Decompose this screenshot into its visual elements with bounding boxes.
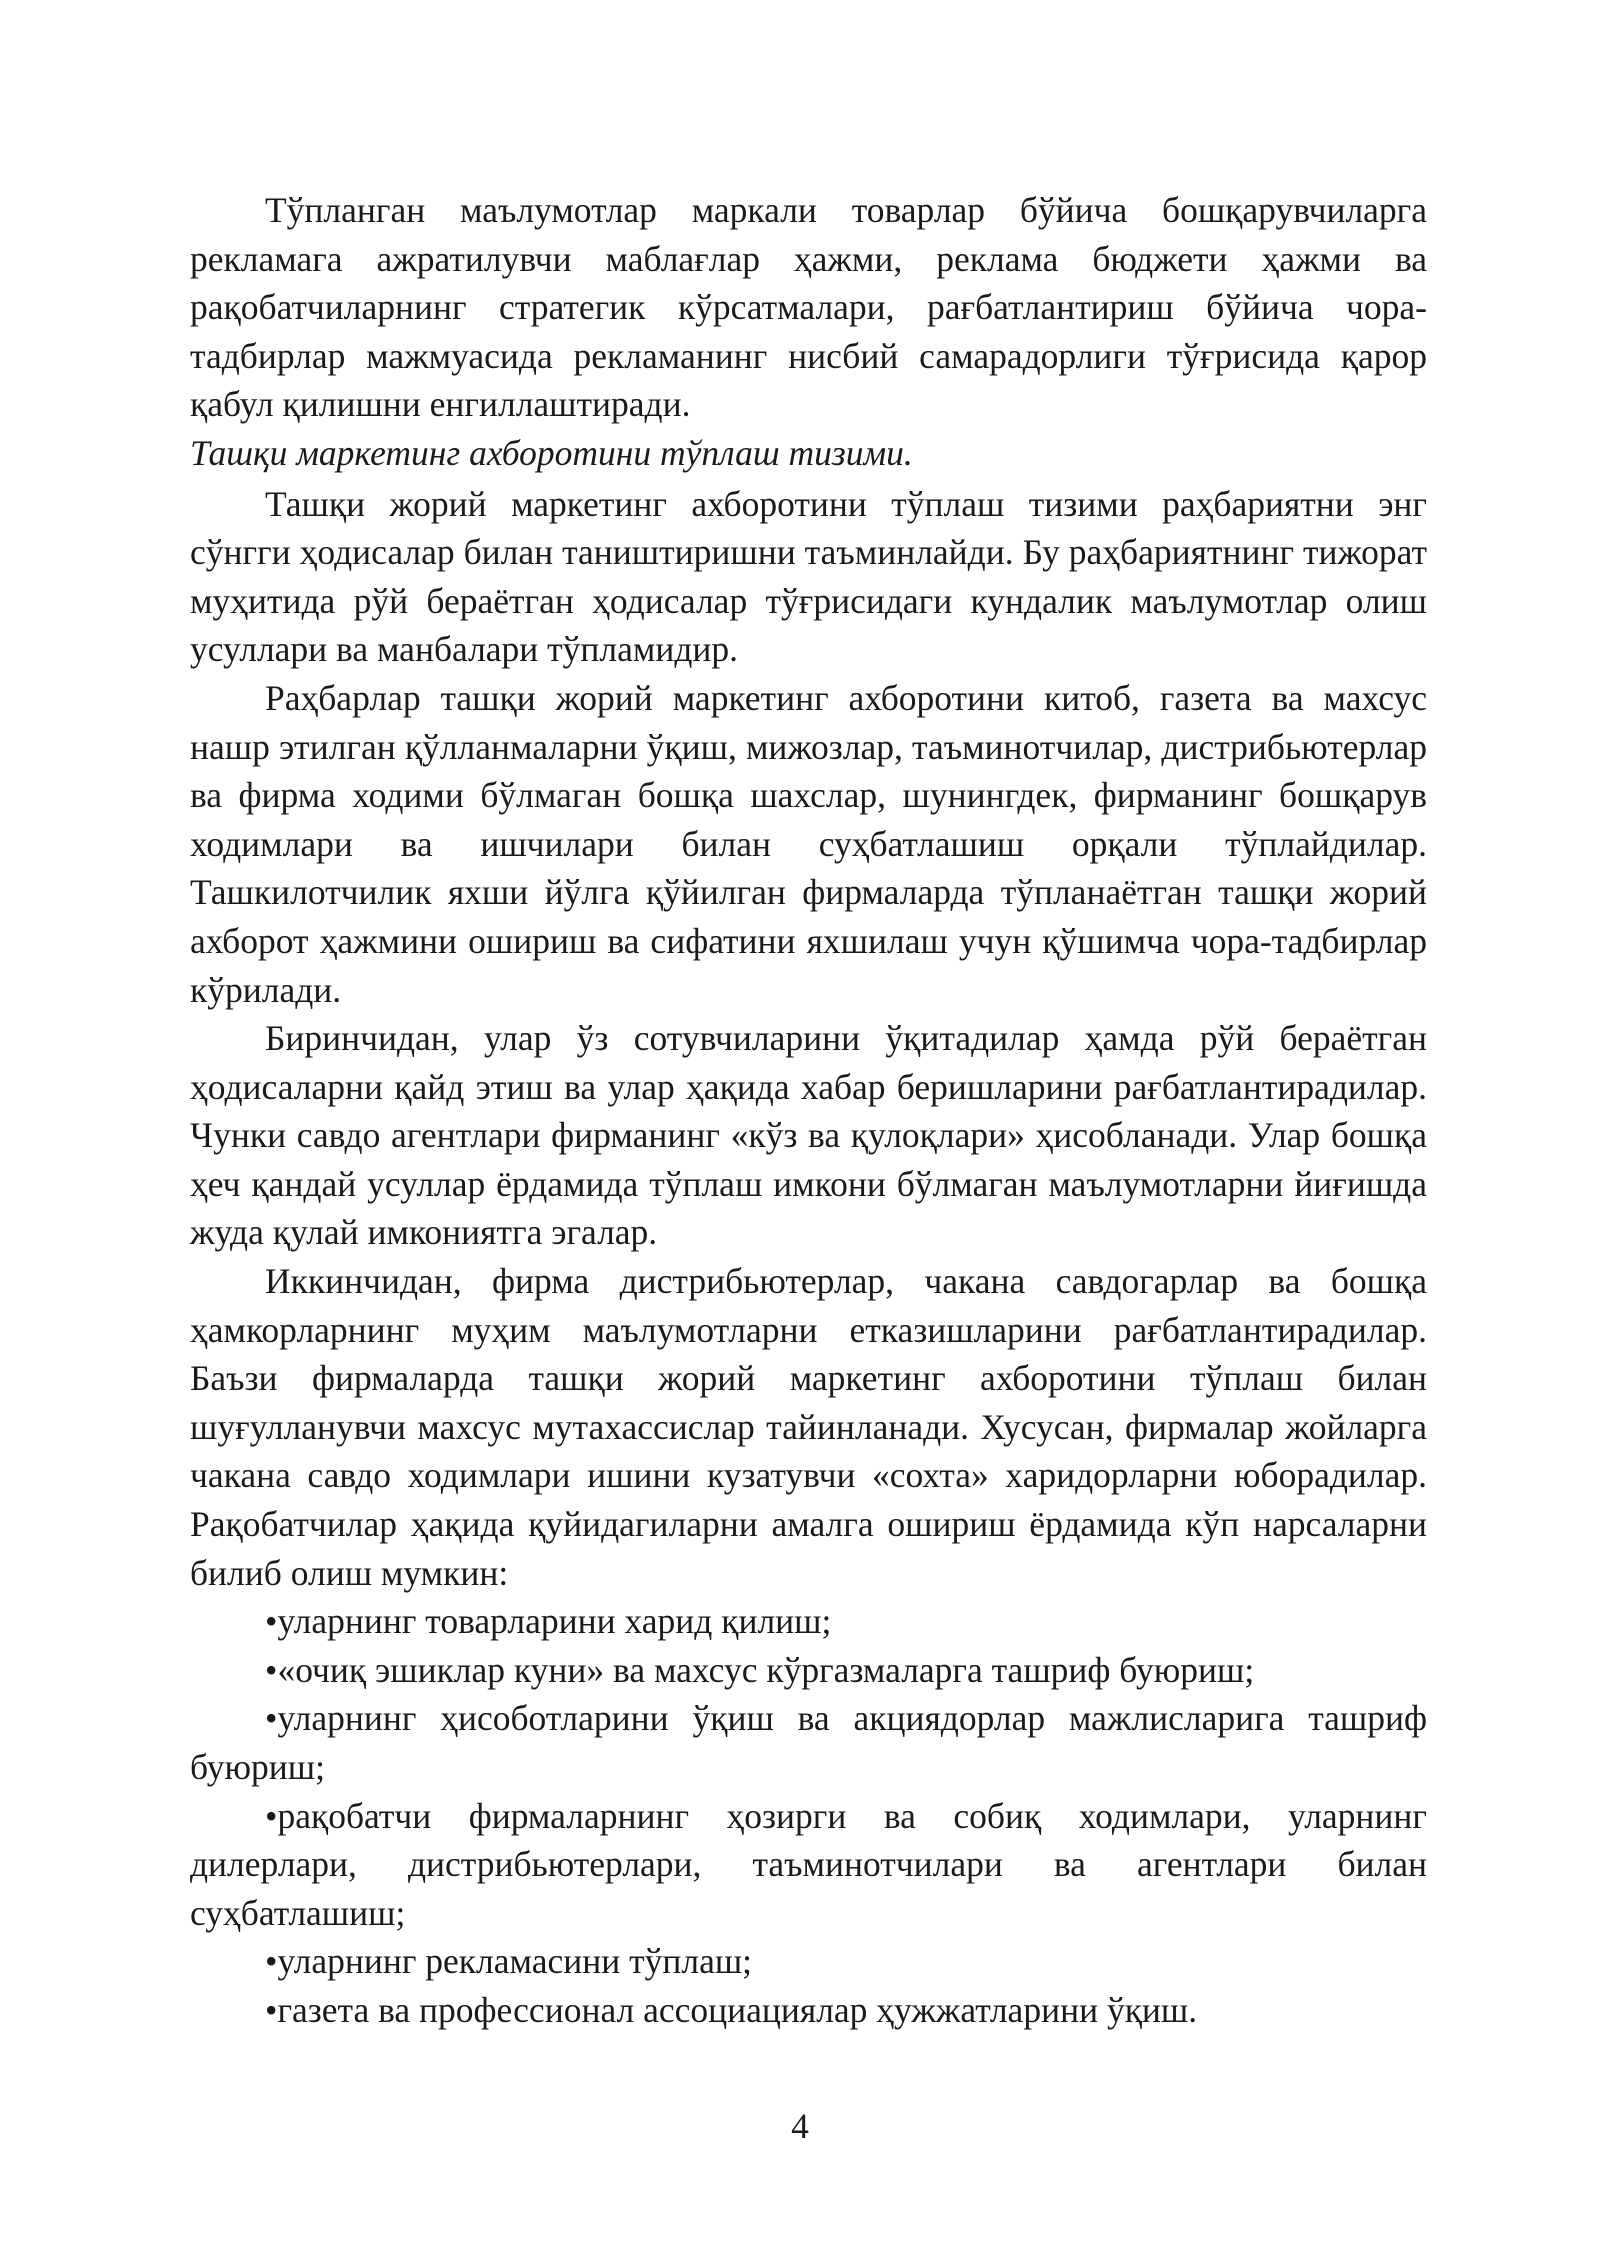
bullet-symbol: • bbox=[265, 1601, 278, 1642]
body-paragraph-4: Иккинчидан, фирма дистрибьютерлар, чакана савдогарлар ва бошқа ҳамкорларнинг муҳим маълумотларни етказишларини рағбатлантирадилар. Баъзи фирмаларда ташқи жорий маркетинг ахборотини тўплаш билан шуғулланувчи махсус мутахассислар тайинланади. Хусусан, фирмалар жойларга чакана савдо ходимлари ишини кузатувчи «сохта» харидорларни юборадилар. Рақобатчилар ҳақида қуйидагиларни амалга ошириш ёрдамида кўп нарсаларни билиб олиш мумкин: bbox=[190, 1261, 1427, 1593]
bullet-item-4 bbox=[190, 1792, 1427, 1938]
bullet-item-6 bbox=[190, 1986, 1427, 2035]
bullet-text: уларнинг рекламасини тўплаш; bbox=[277, 1941, 753, 1982]
bullet-text: газета ва профессионал ассоциациялар ҳужжатларини ўқиш. bbox=[277, 1989, 1198, 2030]
document-page bbox=[190, 186, 1427, 2035]
bullet-item-5 bbox=[190, 1937, 1427, 1986]
bullet-symbol: • bbox=[265, 1698, 278, 1739]
bullet-symbol: • bbox=[265, 1649, 278, 1690]
bullet-text: уларнинг ҳисоботларини ўқиш ва акциядорлар мажлисларига ташриф буюриш; bbox=[190, 1698, 1427, 1787]
bullet-symbol: • bbox=[265, 1795, 278, 1836]
intro-paragraph: Тўпланган маълумотлар маркали товарлар бўйича бошқарувчиларга рекламага ажратилувчи маблағлар ҳажми, реклама бюджети ҳажми ва рақобатчиларнинг стратегик кўрсатмалари, рағбатлантириш бўйича чора-тадбирлар мажмуасида рекламанинг нисбий самарадорлиги тўғрисида қарор қабул қилишни енгиллаштиради. bbox=[190, 190, 1427, 425]
bullet-text: рақобатчи фирмаларнинг ҳозирги ва собиқ ходимлари, уларнинг дилерлари, дистрибьютерлари, таъминотчилари ва агентлари билан суҳбатлашиш; bbox=[190, 1795, 1427, 1933]
bullet-text: «очиқ эшиклар куни» ва махсус кўргазмаларга ташриф буюриш; bbox=[277, 1649, 1255, 1690]
bullet-symbol: • bbox=[265, 1941, 278, 1982]
bullet-item-3 bbox=[190, 1694, 1427, 1791]
section-heading: Ташқи маркетинг ахборотини тўплаш тизими. bbox=[190, 432, 913, 473]
bullet-text: уларнинг товарларини харид қилиш; bbox=[277, 1601, 832, 1642]
body-paragraph-3: Биринчидан, улар ўз сотувчиларини ўқитадилар ҳамда рўй бераётган ҳодисаларни қайд этиш ва улар ҳақида хабар беришларини рағбатлантирадилар. Чунки савдо агентлари фирманинг «кўз ва қулоқлари» ҳисобланади. Улар бошқа ҳеч қандай усуллар ёрдамида тўплаш имкони бўлмаган маълумотларни йиғишда жуда қулай имкониятга эгалар. bbox=[190, 1018, 1427, 1253]
bullet-item-1 bbox=[190, 1597, 1427, 1646]
body-paragraph-2: Раҳбарлар ташқи жорий маркетинг ахборотини китоб, газета ва махсус нашр этилган қўлланмаларни ўқиш, мижозлар, таъминотчилар, дистрибьютерлар ва фирма ходими бўлмаган бошқа шахслар, шунингдек, фирманинг бошқарув ходимлари ва ишчилари билан суҳбатлашиш орқали тўплайдилар. Ташкилотчилик яхши йўлга қўйилган фирмаларда тўпланаётган ташқи жорий ахборот ҳажмини ошириш ва сифатини яхшилаш учун қўшимча чора-тадбирлар кўрилади. bbox=[190, 677, 1427, 1010]
page-number: 4 bbox=[791, 2106, 809, 2146]
bullet-symbol: • bbox=[265, 1989, 278, 2030]
bullet-item-2 bbox=[190, 1646, 1427, 1695]
body-paragraph-1: Ташқи жорий маркетинг ахборотини тўплаш тизими раҳбариятни энг сўнгги ҳодисалар билан таништиришни таъминлайди. Бу раҳбариятнинг тижорат муҳитида рўй бераётган ҳодисалар тўғрисидаги кундалик маълумотлар олиш усуллари ва манбалари тўпламидир. bbox=[190, 483, 1427, 670]
